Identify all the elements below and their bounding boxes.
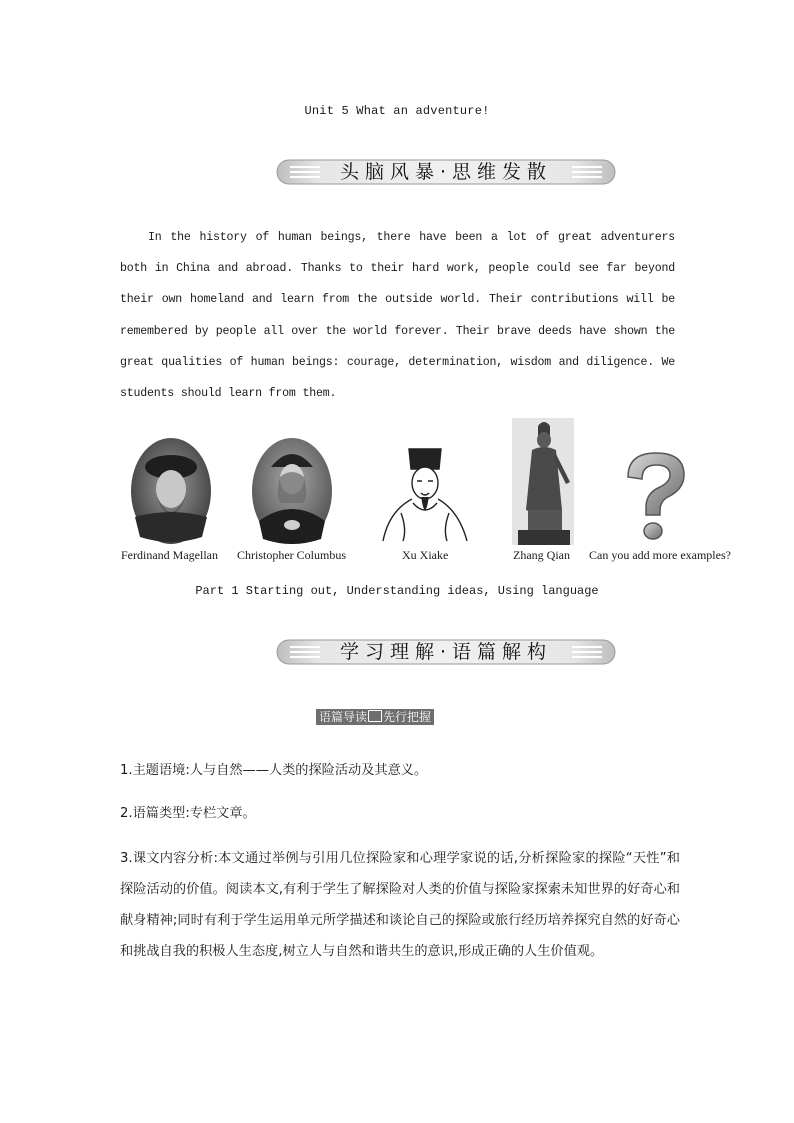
unit-title: Unit 5 What an adventure! bbox=[304, 104, 490, 118]
point-genre: 2.语篇类型:专栏文章。 bbox=[120, 806, 256, 821]
zhang-qian-statue bbox=[512, 418, 574, 545]
caption-magellan: Ferdinand Magellan bbox=[121, 548, 218, 562]
intro-paragraph: In the history of human beings, there have been a lot of great adventurers both in China and abroad. Thanks to their hard work, people could see far beyond their own homeland and learn from the outside world. Their contributions will be remembered by people all over the world forever. Their brave deeds have shown the great qualities of human beings: courage, determination, wisdom and diligence. We students should learn from them. bbox=[120, 231, 675, 401]
caption-more-examples: Can you add more examples? bbox=[589, 548, 731, 562]
book-icon bbox=[368, 710, 382, 722]
caption-columbus: Christopher Columbus bbox=[237, 548, 347, 562]
point-theme: 1.主题语境:人与自然——人类的探险活动及其意义。 bbox=[120, 763, 428, 778]
tag-left-text: 语篇导读 bbox=[319, 710, 368, 724]
banner-title: 头脑风暴·思维发散 bbox=[339, 161, 553, 183]
point-analysis: 3.课文内容分析:本文通过举例与引用几位探险家和心理学家说的话,分析探险家的探险“天性”和探险活动的价值。阅读本文,有利于学生了解探险对人类的价值与探险家探索未知世界的好奇心和献身精神;同时有利于学生运用单元所学描述和谈论自己的探险或旅行经历培养探究自然的好奇心和挑战自我的积极人生态度,树立人与自然和谐共生的意识,形成正确的人生价值观。 bbox=[120, 851, 680, 959]
reading-guide-tag bbox=[316, 709, 434, 725]
tag-right-text: 先行把握 bbox=[383, 710, 432, 724]
question-mark-icon bbox=[620, 449, 690, 545]
xu-xiake-sketch bbox=[379, 437, 471, 545]
caption-xu-xiake: Xu Xiake bbox=[402, 548, 449, 562]
section-banner-brainstorm bbox=[276, 159, 616, 185]
magellan-portrait bbox=[130, 437, 212, 545]
part-title: Part 1 Starting out, Understanding ideas, Using language bbox=[195, 584, 599, 598]
banner-title: 学习理解·语篇解构 bbox=[339, 641, 553, 663]
columbus-portrait bbox=[251, 437, 333, 545]
caption-zhang-qian: Zhang Qian bbox=[513, 548, 570, 562]
section-banner-understanding bbox=[276, 639, 616, 665]
